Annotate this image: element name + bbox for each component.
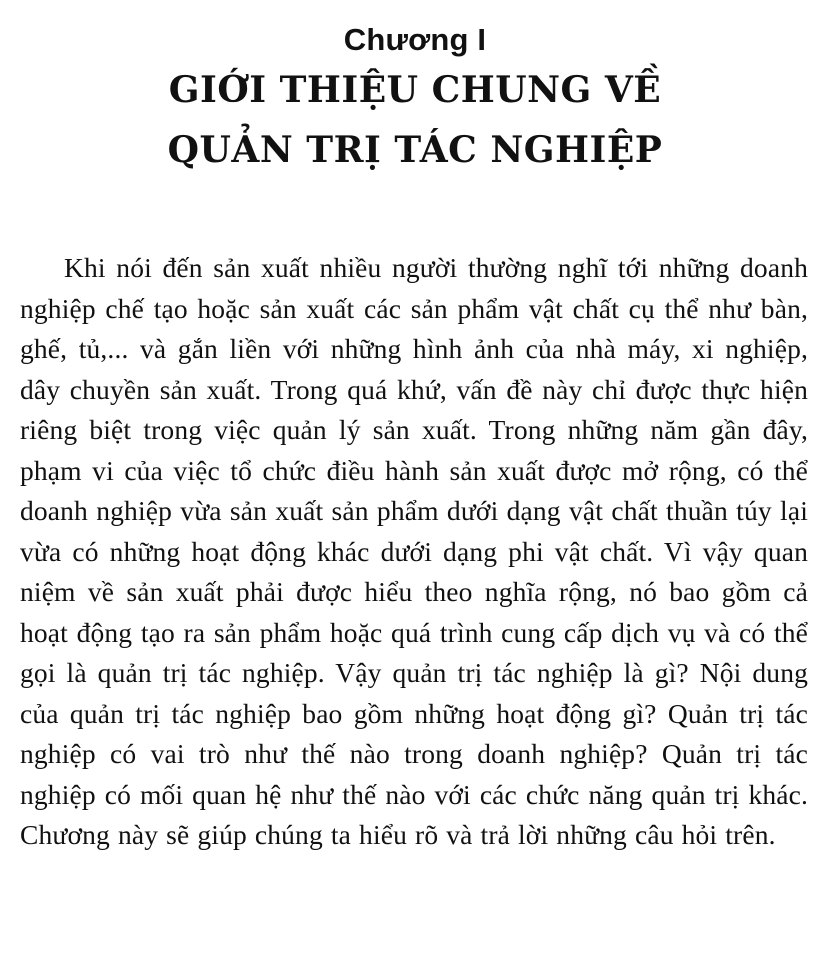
body-paragraph: Khi nói đến sản xuất nhiều người thường nghĩ tới những doanh nghiệp chế tạo hoặc sản xuất các sản phẩm vật chất cụ thể như bàn, ghế, tủ,... và gắn liền với những hình ảnh của nhà máy, xi nghiệp, dây chuyền sản xuất. Trong quá khứ, vấn đề này chỉ được thực hiện riêng biệt trong việc quản lý sản xuất. Trong những năm gần đây, phạm vi của việc tổ chức điều hành sản xuất được mở rộng, có thể doanh nghiệp vừa sản xuất sản phẩm dưới dạng vật chất thuần túy lại vừa có những hoạt động khác dưới dạng phi vật chất. Vì vậy quan niệm về sản xuất phải được hiểu theo nghĩa rộng, nó bao gồm cả hoạt động tạo ra sản phẩm hoặc quá trình cung cấp dịch vụ và có thể gọi là quản trị tác nghiệp. Vậy quản trị tác nghiệp là gì? Nội dung của quản trị tác nghiệp bao gồm những hoạt động gì? Quản trị tác nghiệp có vai trò như thế nào trong doanh nghiệp? Quản trị tác nghiệp có mối quan hệ như thế nào với các chức năng quản trị khác. Chương này sẽ giúp chúng ta hiểu rõ và trả lời những câu hỏi trên. [20, 252, 808, 850]
chapter-title [20, 60, 810, 180]
chapter-label: Chương I [343, 22, 487, 57]
chapter-title-line-1: GIỚI THIỆU CHUNG VỀ [168, 69, 662, 111]
chapter-title-line-2: QUẢN TRỊ TÁC NGHIỆP [167, 129, 663, 171]
